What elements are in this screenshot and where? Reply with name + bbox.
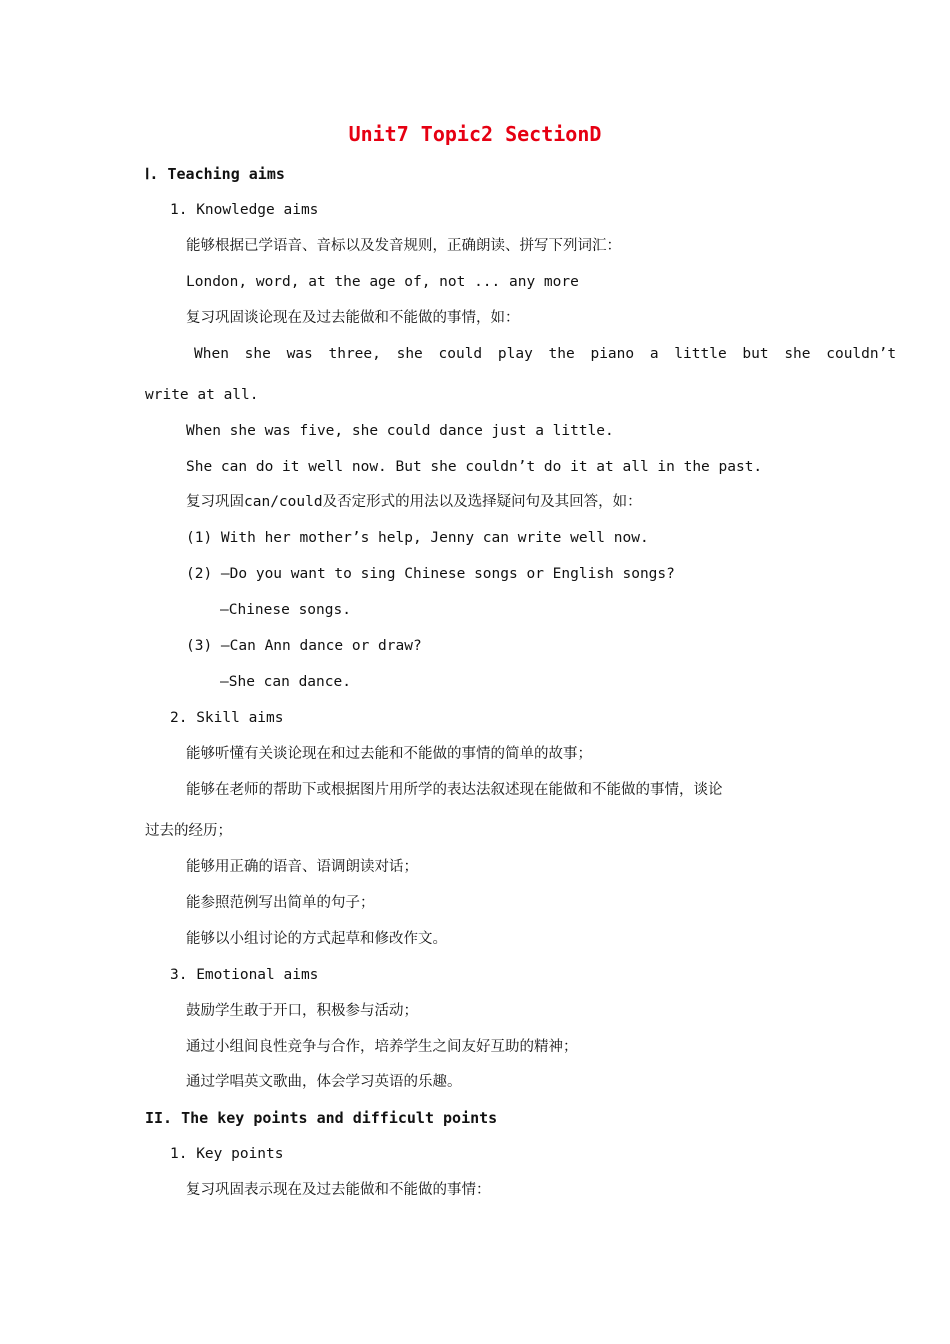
example-sentence: When she was three, she could play the piano a little but she couldn’t [194,346,897,362]
example-item-2-answer: —Chinese songs. [220,602,351,618]
paragraph: 能够以小组讨论的方式起草和修改作文。 [186,931,447,947]
paragraph: 通过学唱英文歌曲，体会学习英语的乐趣。 [186,1074,462,1090]
paragraph: 通过小组间良性竞争与合作，培养学生之间友好互助的精神； [186,1039,578,1055]
example-item-3: (3) —Can Ann dance or draw? [186,638,422,654]
paragraph: 复习巩固谈论现在及过去能做和不能做的事情，如： [186,310,520,326]
subheading-key-points: 1. Key points [170,1146,284,1162]
vocabulary-list: London, word, at the age of, not ... any more [186,274,579,290]
example-sentence: She can do it well now. But she couldn’t do it at all in the past. [186,459,763,475]
paragraph: 能参照范例写出简单的句子； [186,895,375,911]
subheading-emotional-aims: 3. Emotional aims [170,967,319,983]
example-item-3-answer: —She can dance. [220,674,351,690]
paragraph: 鼓励学生敢于开口，积极参与活动； [186,1003,418,1019]
paragraph: 能够在老师的帮助下或根据图片用所学的表达法叙述现在能做和不能做的事情，谈论 [186,782,723,798]
section-heading-key-points: II. The key points and difficult points [145,1109,498,1127]
paragraph-continued: 过去的经历； [145,823,232,839]
paragraph: 能够听懂有关谈论现在和过去能和不能做的事情的简单的故事； [186,746,592,762]
example-sentence: When she was five, she could dance just a little. [186,423,614,439]
section-heading-teaching-aims: Ⅰ. Teaching aims [145,165,285,183]
example-sentence-continued: write at all. [145,387,259,403]
paragraph: 能够用正确的语音、语调朗读对话； [186,859,418,875]
document-title: Unit7 Topic2 SectionD [348,122,602,146]
subheading-skill-aims: 2. Skill aims [170,710,284,726]
paragraph: 复习巩固表示现在及过去能做和不能做的事情： [186,1182,491,1198]
paragraph: 能够根据已学语音、音标以及发音规则，正确朗读、拼写下列词汇： [186,238,621,254]
subheading-knowledge-aims: 1. Knowledge aims [170,202,319,218]
example-item-2: (2) —Do you want to sing Chinese songs or English songs? [186,566,675,582]
paragraph: 复习巩固can/could及否定形式的用法以及选择疑问句及其回答，如： [186,494,642,510]
example-item-1: (1) With her mother’s help, Jenny can write well now. [186,530,649,546]
